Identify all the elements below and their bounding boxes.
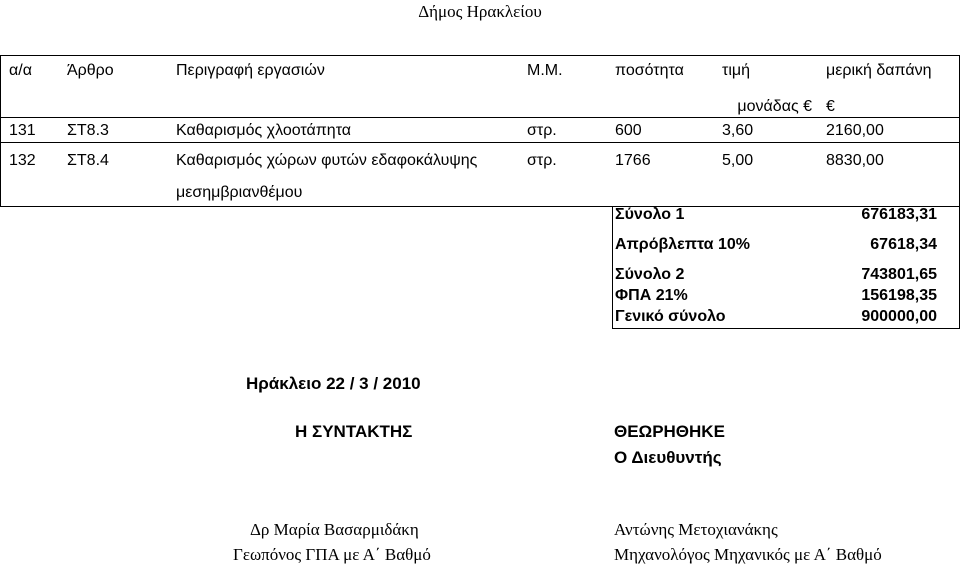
row-quantity: 1766 [615, 152, 651, 169]
summary-value: 743801,65 [861, 266, 937, 283]
summary-value: 67618,34 [870, 236, 937, 253]
summary-value: 900000,00 [861, 308, 937, 325]
col-header-article: Άρθρο [67, 62, 114, 79]
summary-label: ΦΠΑ 21% [615, 287, 688, 304]
row-subtotal: 2160,00 [826, 122, 884, 139]
row-unit-price: 3,60 [722, 122, 754, 139]
col-header-unit-price-2: μονάδας € [737, 98, 812, 115]
col-header-description: Περιγραφή εργασιών [176, 62, 325, 79]
row-aa: 132 [9, 152, 36, 169]
col-header-unit-price: τιμή [722, 62, 750, 79]
col-header-quantity: ποσότητα [615, 62, 684, 79]
row-article: ΣΤ8.4 [67, 152, 109, 169]
row-unit-price: 5,00 [722, 152, 754, 169]
row-article: ΣΤ8.3 [67, 122, 109, 139]
col-header-aa: α/α [9, 62, 32, 79]
row-aa: 131 [9, 122, 36, 139]
signature-title: Μηχανολόγος Μηχανικός με Α΄ Βαθμό [614, 545, 882, 564]
summary-label: Γενικό σύνολο [615, 308, 726, 325]
col-header-subtotal-2: € [826, 98, 835, 115]
row-description: Καθαρισμός χλοοτάπητα [176, 122, 352, 139]
summary-label: Σύνολο 1 [615, 206, 685, 223]
municipality-title: Δήμος Ηρακλείου [418, 2, 542, 21]
col-header-subtotal: μερική δαπάνη [826, 62, 932, 79]
place-date: Ηράκλειο 22 / 3 / 2010 [246, 374, 421, 393]
signature-role: Η ΣΥΝΤΑΚΤΗΣ [295, 422, 413, 441]
row-description-2: μεσημβριανθέμου [176, 184, 303, 201]
summary-value: 676183,31 [861, 206, 937, 223]
row-quantity: 600 [615, 122, 642, 139]
row-description: Καθαρισμός χώρων φυτών εδαφοκάλυψης [176, 152, 478, 169]
signature-title: Γεωπόνος ΓΠΑ με Α΄ Βαθμό [233, 545, 431, 564]
col-header-unit: Μ.Μ. [527, 62, 563, 79]
signature-role: ΘΕΩΡΗΘΗΚΕ [614, 422, 725, 441]
signature-name: Αντώνης Μετοχιανάκης [614, 520, 778, 539]
summary-label: Σύνολο 2 [615, 266, 685, 283]
summary-value: 156198,35 [861, 287, 937, 304]
summary-label: Απρόβλεπτα 10% [615, 236, 750, 253]
signature-role-2: Ο Διευθυντής [614, 448, 722, 467]
row-subtotal: 8830,00 [826, 152, 884, 169]
row-unit: στρ. [527, 122, 557, 139]
row-unit: στρ. [527, 152, 557, 169]
signature-name: Δρ Μαρία Βασαρμιδάκη [250, 520, 419, 539]
